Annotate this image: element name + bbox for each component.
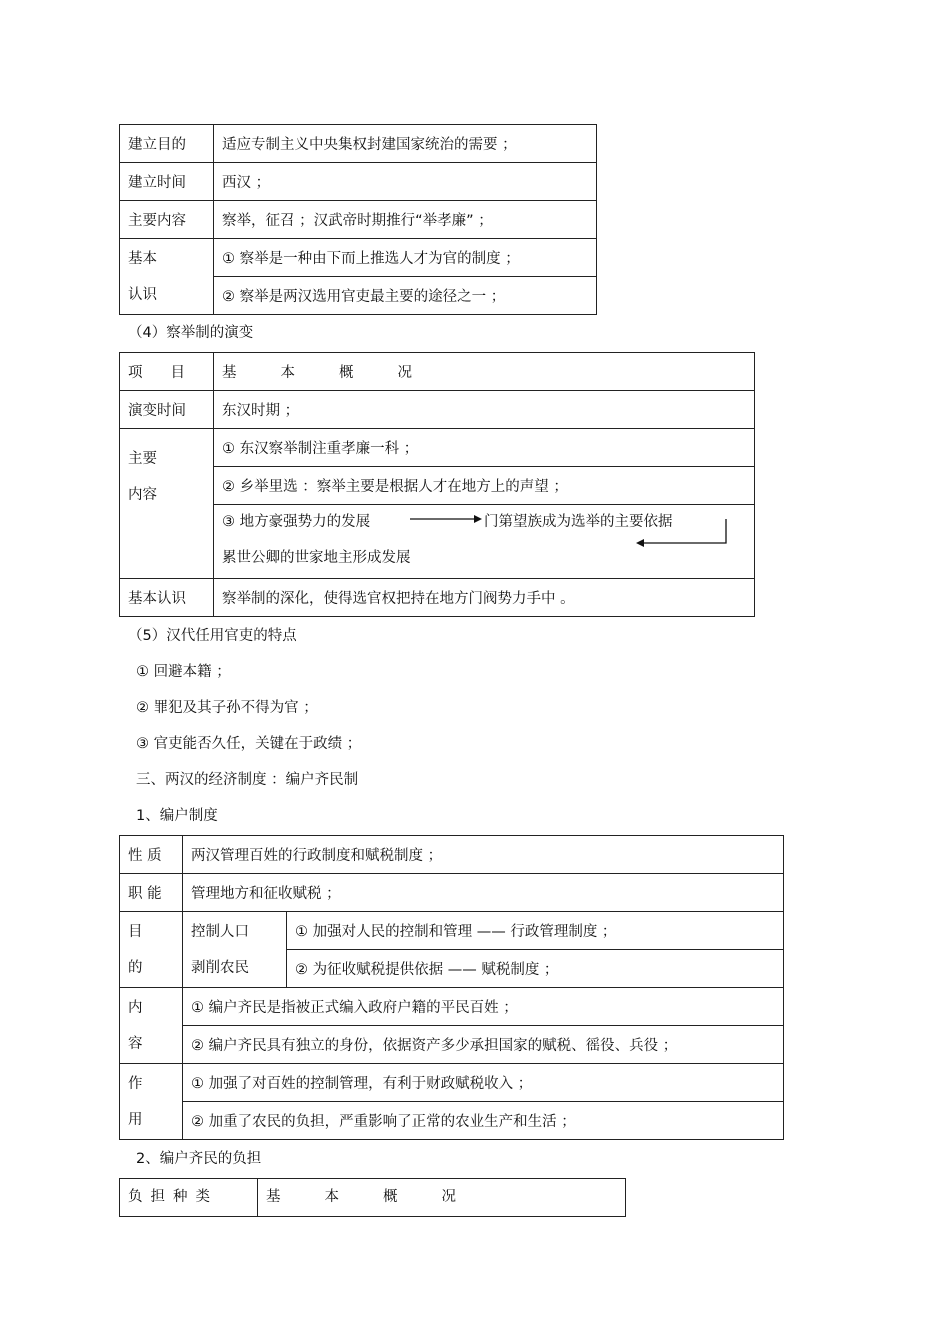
row-value: 西汉 ； xyxy=(214,163,597,201)
table-row xyxy=(120,1179,626,1217)
table-chaju-basics xyxy=(119,124,597,315)
row-label: 建立时间 xyxy=(120,163,214,201)
content-label-1: 主要 xyxy=(128,451,157,467)
purpose-sub-1: 控制人口 xyxy=(191,923,249,940)
row-value: 适应专制主义中央集权封建国家统治的需要 ； xyxy=(214,125,597,163)
table-row xyxy=(120,874,784,912)
header-overview xyxy=(258,1179,626,1217)
content-item-1: ① 东汉察举制注重孝廉一科 ； xyxy=(214,429,755,467)
arrow-right-icon xyxy=(474,515,482,523)
header-char: 种 xyxy=(173,1189,188,1205)
purpose-item-1: ① 加强对人民的控制和管理 —— 行政管理制度 ； xyxy=(287,912,784,950)
header-char: 况 xyxy=(441,1189,456,1205)
item3-start: ③ 地方豪强势力的发展 xyxy=(222,514,371,530)
table-row xyxy=(120,163,597,201)
section-heading-3: 三、两汉的经济制度 ：编户齐民制 xyxy=(136,772,359,788)
feature-item: ③ 官吏能否久任，关键在于政绩 ； xyxy=(136,736,362,752)
effect-label-2: 用 xyxy=(128,1111,143,1128)
table-row xyxy=(120,988,784,1026)
item3-outcome: 累世公卿的世家地主形成发展 xyxy=(222,550,411,566)
basic-label: 基本认识 xyxy=(120,579,214,617)
subheading-1: 1、编户制度 xyxy=(136,808,218,824)
basic-item-2: ② 察举是两汉选用官吏最主要的途径之一 ； xyxy=(214,277,597,315)
basic-value: 察举制的深化，使得选官权把持在地方门阀势力手中 。 xyxy=(214,579,755,617)
purpose-sub-cell xyxy=(183,912,287,988)
header-char: 概 xyxy=(339,365,354,381)
heading-5: （5）汉代任用官吏的特点 xyxy=(128,628,297,644)
purpose-item-2: ② 为征收赋税提供依据 —— 赋税制度 ； xyxy=(287,950,784,988)
table-row xyxy=(120,429,755,467)
nature-label: 性 质 xyxy=(120,836,183,874)
table-row xyxy=(120,505,755,579)
content-label-2: 容 xyxy=(128,1035,143,1052)
table-row xyxy=(120,467,755,505)
header-char: 基 xyxy=(222,365,237,381)
table-row xyxy=(120,912,784,950)
header-overview xyxy=(214,353,755,391)
basic-label-2: 认识 xyxy=(128,286,157,303)
table-row xyxy=(120,1102,784,1140)
content-label-1: 内 xyxy=(128,999,143,1016)
basic-label-1: 基本 xyxy=(128,250,157,267)
table-row xyxy=(120,391,755,429)
content-label-cell xyxy=(120,429,214,579)
feature-item: ① 回避本籍 ； xyxy=(136,664,231,680)
time-value: 东汉时期 ； xyxy=(214,391,755,429)
content-item-2: ② 编户齐民具有独立的身份，依据资产多少承担国家的赋税、徭役、兵役 ； xyxy=(183,1026,784,1064)
content-item-3 xyxy=(214,505,755,579)
function-label: 职 能 xyxy=(120,874,183,912)
purpose-label-1: 目 xyxy=(128,923,143,940)
basic-label-cell xyxy=(120,239,214,315)
table-burden-types xyxy=(119,1178,626,1217)
nature-value: 两汉管理百姓的行政制度和赋税制度 ； xyxy=(183,836,784,874)
feature-item: ② 罪犯及其子孙不得为官 ； xyxy=(136,700,318,716)
header-item xyxy=(120,353,214,391)
table-row xyxy=(120,579,755,617)
content-item-1: ① 编户齐民是指被正式编入政府户籍的平民百姓 ； xyxy=(183,988,784,1026)
table-row xyxy=(120,1064,784,1102)
purpose-label-cell xyxy=(120,912,183,988)
arrow-left-icon xyxy=(636,539,644,547)
purpose-label-2: 的 xyxy=(128,959,143,976)
table-household-system xyxy=(119,835,784,1140)
subheading-2: 2、编户齐民的负担 xyxy=(136,1151,262,1167)
time-label: 演变时间 xyxy=(120,391,214,429)
purpose-sub-2: 剥削农民 xyxy=(191,959,249,976)
effect-item-2: ② 加重了农民的负担，严重影响了正常的农业生产和生活 ； xyxy=(183,1102,784,1140)
content-label-2: 内容 xyxy=(128,487,157,503)
table-row xyxy=(120,1026,784,1064)
table-chaju-evolution xyxy=(119,352,755,617)
header-char: 目 xyxy=(170,365,185,381)
function-value: 管理地方和征收赋税 ； xyxy=(183,874,784,912)
item3-result: 门第望族成为选举的主要依据 xyxy=(484,514,673,530)
row-label: 主要内容 xyxy=(120,201,214,239)
row-value: 察举，征召 ；汉武帝时期推行“举孝廉” ； xyxy=(214,201,597,239)
content-item-2: ② 乡举里选 ：察举主要是根据人才在地方上的声望 ； xyxy=(214,467,755,505)
header-char: 本 xyxy=(324,1189,339,1205)
table-row xyxy=(120,353,755,391)
heading-4: （4）察举制的演变 xyxy=(128,325,254,341)
header-char: 项 xyxy=(128,365,143,381)
effect-label-1: 作 xyxy=(128,1075,143,1092)
header-char: 本 xyxy=(280,365,295,381)
table-row xyxy=(120,201,597,239)
table-row xyxy=(120,239,597,277)
header-char: 类 xyxy=(195,1189,210,1205)
header-char: 基 xyxy=(266,1189,281,1205)
row-label: 建立目的 xyxy=(120,125,214,163)
header-char: 负 xyxy=(128,1189,143,1205)
effect-item-1: ① 加强了对百姓的控制管理，有利于财政赋税收入 ； xyxy=(183,1064,784,1102)
header-char: 担 xyxy=(150,1189,165,1205)
basic-item-1: ① 察举是一种由下而上推选人才为官的制度 ； xyxy=(214,239,597,277)
effect-label-cell xyxy=(120,1064,183,1140)
header-char: 况 xyxy=(397,365,412,381)
content-label-cell xyxy=(120,988,183,1064)
table-row xyxy=(120,836,784,874)
header-char: 概 xyxy=(383,1189,398,1205)
header-burden-type xyxy=(120,1179,258,1217)
table-row xyxy=(120,125,597,163)
